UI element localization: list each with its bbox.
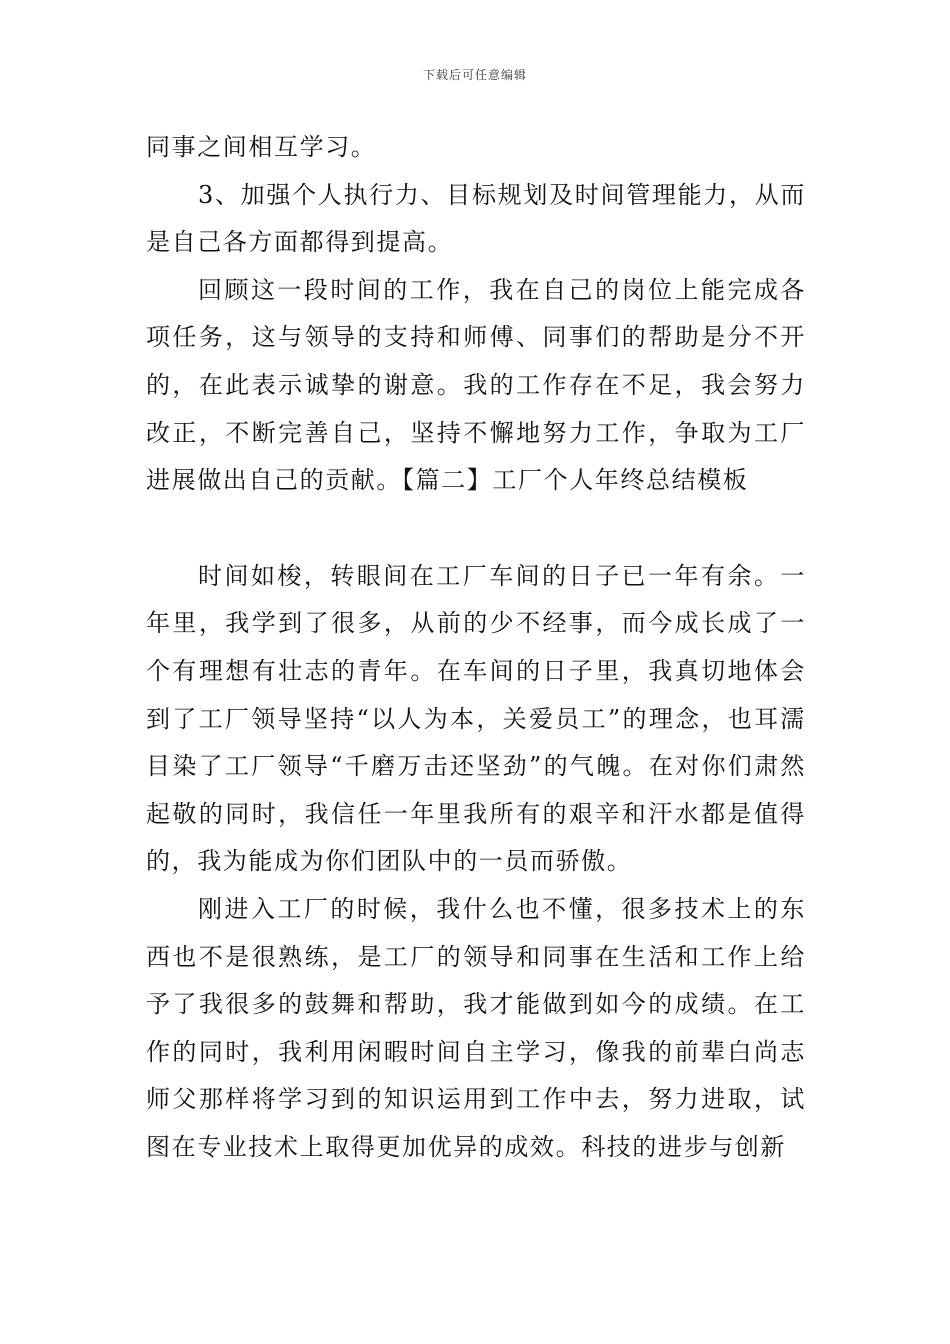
paragraph-entry: 刚进入工厂的时候，我什么也不懂，很多技术上的东西也不是很熟练，是工厂的领导和同事在生活和工作上给予了我很多的鼓舞和帮助，我才能做到如今的成绩。在工作的同时，我利用闲暇时间自主学习，像我的前辈白尚志师父那样将学习到的知识运用到工作中去，努力进取，试图在专业技术上取得更加优异的成效。科技的进步与创新 — [146, 894, 806, 1161]
paragraph-review: 回顾这一段时间的工作，我在自己的岗位上能完成各项任务，这与领导的支持和师傅、同事们的帮助是分不开的，在此表示诚挚的谢意。我的工作存在不足，我会努力改正，不断完善自己，坚持不懈地努力工作，争取为工厂进展做出自己的贡献。【篇二】工厂个人年终总结模板 — [146, 275, 806, 495]
document-body — [146, 124, 806, 1171]
paragraph-item-3: 3、加强个人执行力、目标规划及时间管理能力，从而是自己各方面都得到提高。 — [146, 180, 806, 257]
section-gap — [146, 505, 806, 553]
paragraph-continuation: 同事之间相互学习。 — [146, 133, 377, 161]
paragraph-time: 时间如梭，转眼间在工厂车间的日子已一年有余。一年里，我学到了很多，从前的少不经事，而今成长成了一个有理想有壮志的青年。在车间的日子里，我真切地体会到了工厂领导坚持“以人为本，关爱员工”的理念，也耳濡目染了工厂领导“千磨万击还坚劲”的气魄。在对你们肃然起敬的同时，我信任一年里我所有的艰辛和汗水都是值得的，我为能成为你们团队中的一员而骄傲。 — [146, 561, 806, 876]
page-header-note: 下载后可任意编辑 — [422, 68, 527, 82]
